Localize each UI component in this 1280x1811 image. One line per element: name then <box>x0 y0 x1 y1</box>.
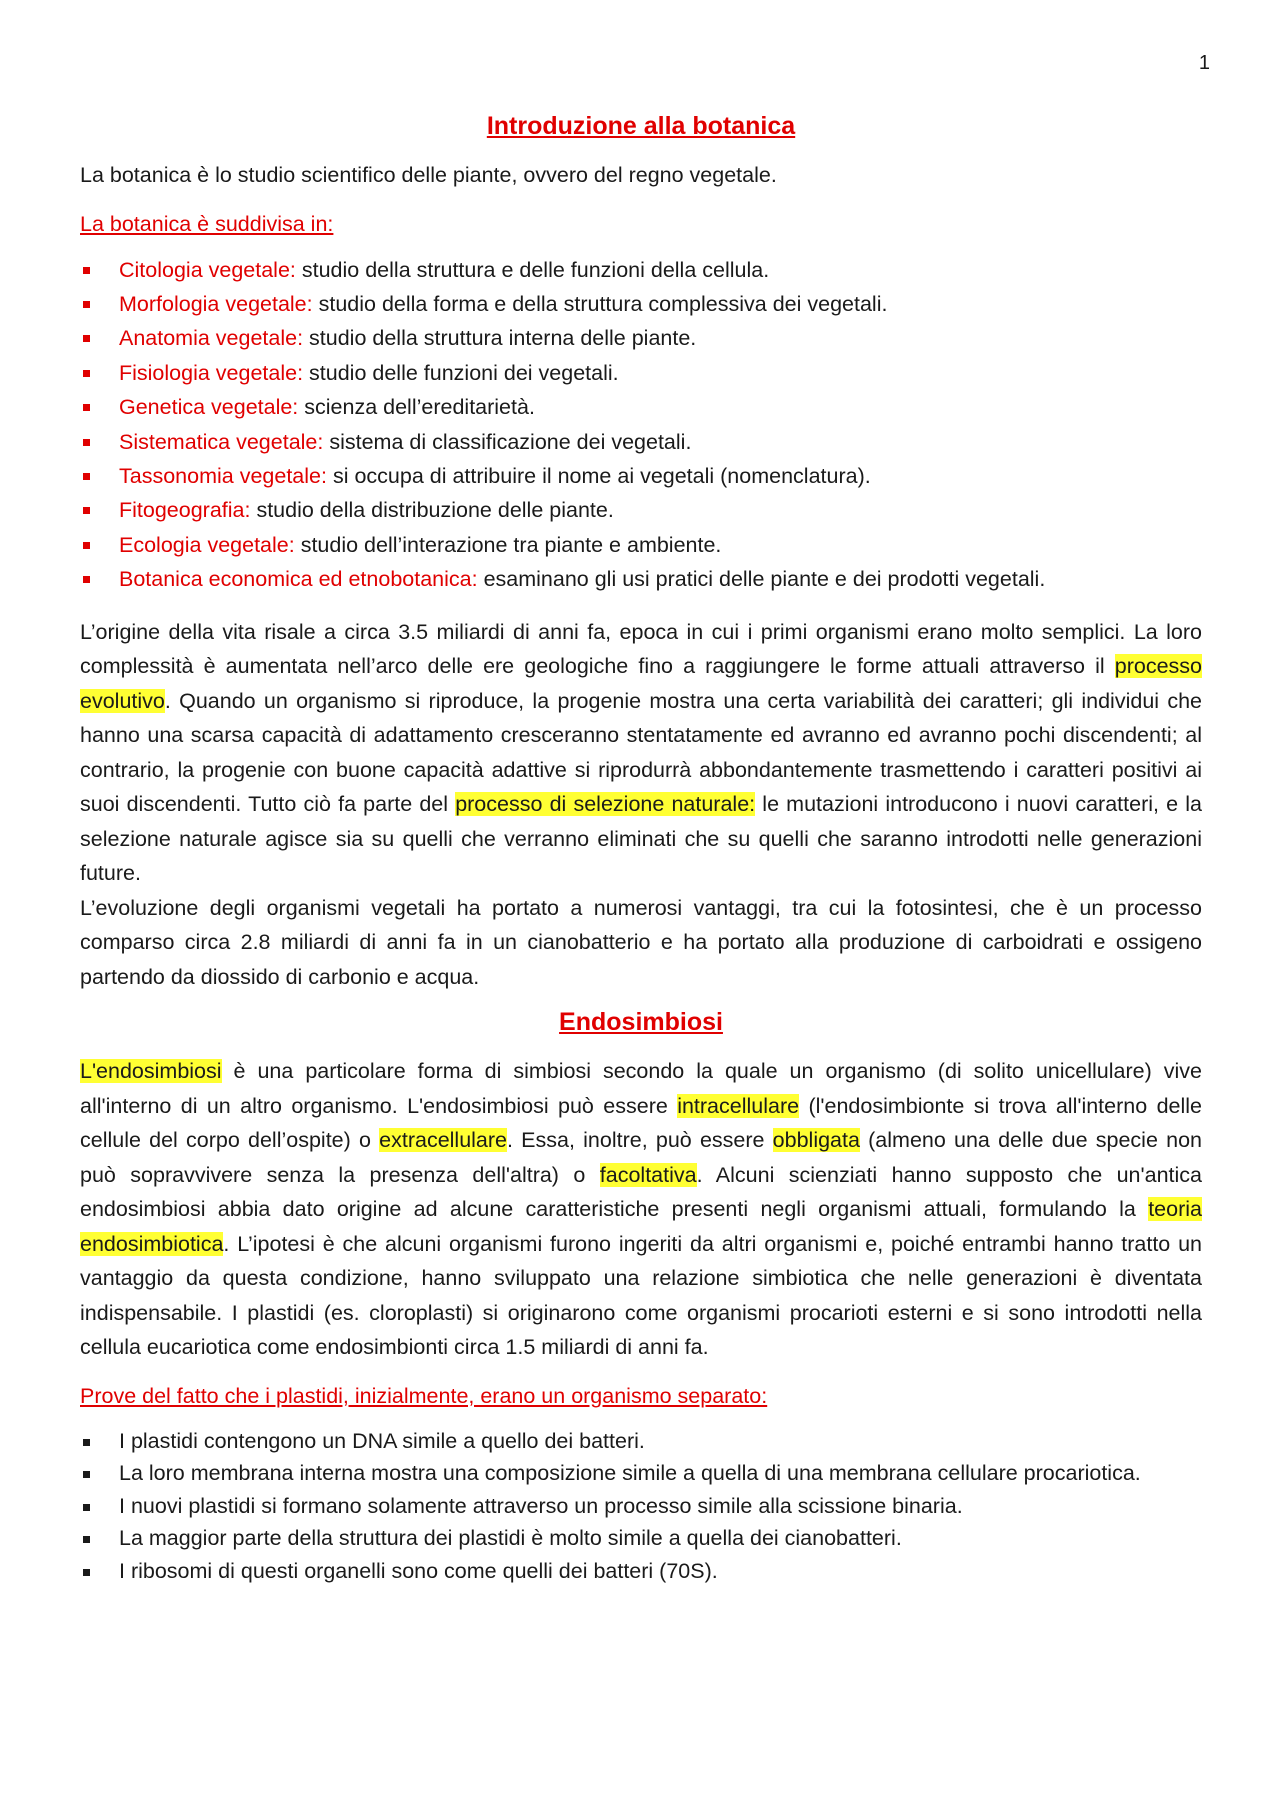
highlight-processo-evolutivo: processo evolutivo <box>80 654 1202 713</box>
square-bullet-icon <box>83 1536 90 1543</box>
branch-term: Citologia vegetale: <box>119 257 296 282</box>
page-content <box>80 108 1202 1587</box>
square-bullet-icon <box>83 542 90 549</box>
highlight-extracellulare: extracellulare <box>379 1128 508 1153</box>
square-bullet-icon <box>83 439 90 446</box>
branch-description: studio della forma e della struttura complessiva dei vegetali. <box>312 291 888 316</box>
square-bullet-icon <box>83 1504 90 1511</box>
square-bullet-icon <box>83 404 90 411</box>
highlight-endosimbiosi: L'endosimbiosi <box>80 1059 222 1084</box>
endosymbiosis-paragraph: L'endosimbiosi è una particolare forma di simbiosi secondo la quale un organismo (di solito unicellulare) vive all'interno di un altro organismo. L'endosimbiosi può essere intracellulare (l'endosimbionte si trova all'interno delle cellule del corpo dell’ospite) o extracellulare. Essa, inoltre, può essere obbligata (almeno una delle due specie non può sopravvivere senza la presenza dell'altra) o facoltativa. Alcuni scienziati hanno supposto che un'antica endosimbiosi abbia dato origine ad alcune caratteristiche presenti negli organismi attuali, formulando la teoria endosimbiotica. L’ipotesi è che alcuni organismi furono ingeriti da altri organismi e, poiché entrambi hanno tratto un vantaggio da questa condizione, hanno sviluppato una relazione simbiotica che nelle generazioni è diventata indispensabile. I plastidi (es. cloroplasti) si originarono come organismi procarioti esterni e si sono introdotti nella cellula eucariotica come endosimbionti circa 1.5 miliardi di anni fa. <box>80 1059 1202 1360</box>
branch-term: Anatomia vegetale: <box>119 326 304 351</box>
list-item <box>80 287 1202 321</box>
subdivision-heading: La botanica è suddivisa in: <box>80 211 334 236</box>
branch-description: sistema di classificazione dei vegetali. <box>323 429 692 454</box>
square-bullet-icon <box>83 1569 90 1576</box>
branch-term: Fisiologia vegetale: <box>119 360 304 385</box>
branch-description: si occupa di attribuire il nome ai vegetali (nomenclatura). <box>326 463 871 488</box>
page-number: 1 <box>1198 52 1210 74</box>
list-item <box>80 493 1202 527</box>
square-bullet-icon <box>83 1471 90 1478</box>
list-item <box>80 425 1202 459</box>
branch-description: studio delle funzioni dei vegetali. <box>303 360 619 385</box>
branch-term: Sistematica vegetale: <box>119 429 324 454</box>
list-item: I plastidi contengono un DNA simile a quello dei batteri. <box>80 1425 1202 1458</box>
branch-term: Morfologia vegetale: <box>119 291 313 316</box>
square-bullet-icon <box>83 301 90 308</box>
branch-term: Tassonomia vegetale: <box>119 463 327 488</box>
branch-description: studio della distribuzione delle piante. <box>250 498 614 523</box>
square-bullet-icon <box>83 507 90 514</box>
highlight-obbligata: obbligata <box>772 1128 860 1153</box>
branch-term: Botanica economica ed etnobotanica: <box>119 567 478 592</box>
section-title-endosimbiosi: Endosimbiosi <box>559 1008 723 1037</box>
branch-description: studio della struttura e delle funzioni della cellula. <box>295 257 770 282</box>
square-bullet-icon <box>83 335 90 342</box>
list-item <box>80 253 1202 287</box>
list-item <box>80 321 1202 355</box>
square-bullet-icon <box>83 576 90 583</box>
branch-description: esaminano gli usi pratici delle piante e dei prodotti vegetali. <box>477 567 1046 592</box>
square-bullet-icon <box>83 370 90 377</box>
square-bullet-icon <box>83 473 90 480</box>
branch-term: Ecologia vegetale: <box>119 532 295 557</box>
branch-description: studio dell’interazione tra piante e ambiente. <box>294 532 722 557</box>
origin-paragraph: L’origine della vita risale a circa 3.5 miliardi di anni fa, epoca in cui i primi organismi erano molto semplici. La loro complessità è aumentata nell’arco delle ere geologiche fino a raggiungere le forme attuali attraverso il processo evolutivo. Quando un organismo si riproduce, la progenie mostra una certa variabilità dei caratteri; gli individui che hanno una scarsa capacità di adattamento cresceranno stentatamente ed avranno ed avranno pochi discendenti; al contrario, la progenie con buone capacità adattive si riprodurrà abbondantemente trasmettendo i caratteri positivi ai suoi discendenti. Tutto ciò fa parte del processo di selezione naturale: le mutazioni introducono i nuovi caratteri, e la selezione naturale agisce sia su quelli che verranno eliminati che su quelli che saranno introdotti nelle generazioni future. <box>80 619 1202 886</box>
list-item <box>80 528 1202 562</box>
highlight-teoria-endosimbiotica: teoria endosimbiotica <box>80 1197 1202 1256</box>
square-bullet-icon <box>83 267 90 274</box>
intro-paragraph: La botanica è lo studio scientifico delle piante, ovvero del regno vegetale. <box>80 163 777 187</box>
branches-list <box>80 253 1202 597</box>
list-item <box>80 390 1202 424</box>
list-item: I ribosomi di questi organelli sono come quelli dei batteri (70S). <box>80 1555 1202 1588</box>
branch-term: Fitogeografia: <box>119 498 251 523</box>
list-item <box>80 459 1202 493</box>
list-item <box>80 356 1202 390</box>
list-item: La loro membrana interna mostra una composizione simile a quella di una membrana cellulare procariotica. <box>80 1457 1202 1490</box>
list-item <box>80 562 1202 596</box>
branch-description: studio della struttura interna delle piante. <box>303 326 697 351</box>
square-bullet-icon <box>83 1439 90 1446</box>
list-item: I nuovi plastidi si formano solamente attraverso un processo simile alla scissione binaria. <box>80 1490 1202 1523</box>
evidence-list <box>80 1425 1202 1588</box>
evidence-heading: Prove del fatto che i plastidi, inizialmente, erano un organismo separato: <box>80 1383 768 1408</box>
highlight-facoltativa: facoltativa <box>599 1162 697 1187</box>
evolution-paragraph: L’evoluzione degli organismi vegetali ha portato a numerosi vantaggi, tra cui la fotosintesi, che è un processo comparso circa 2.8 miliardi di anni fa in un cianobatterio e ha portato alla produzione di carboidrati e ossigeno partendo da diossido di carbonio e acqua. <box>80 895 1202 989</box>
branch-description: scienza dell’ereditarietà. <box>298 395 535 420</box>
highlight-intracellulare: intracellulare <box>677 1093 800 1118</box>
list-item: La maggior parte della struttura dei plastidi è molto simile a quella dei cianobatteri. <box>80 1522 1202 1555</box>
branch-term: Genetica vegetale: <box>119 395 299 420</box>
page-title: Introduzione alla botanica <box>486 112 796 140</box>
highlight-selezione-naturale: processo di selezione naturale: <box>455 792 756 817</box>
